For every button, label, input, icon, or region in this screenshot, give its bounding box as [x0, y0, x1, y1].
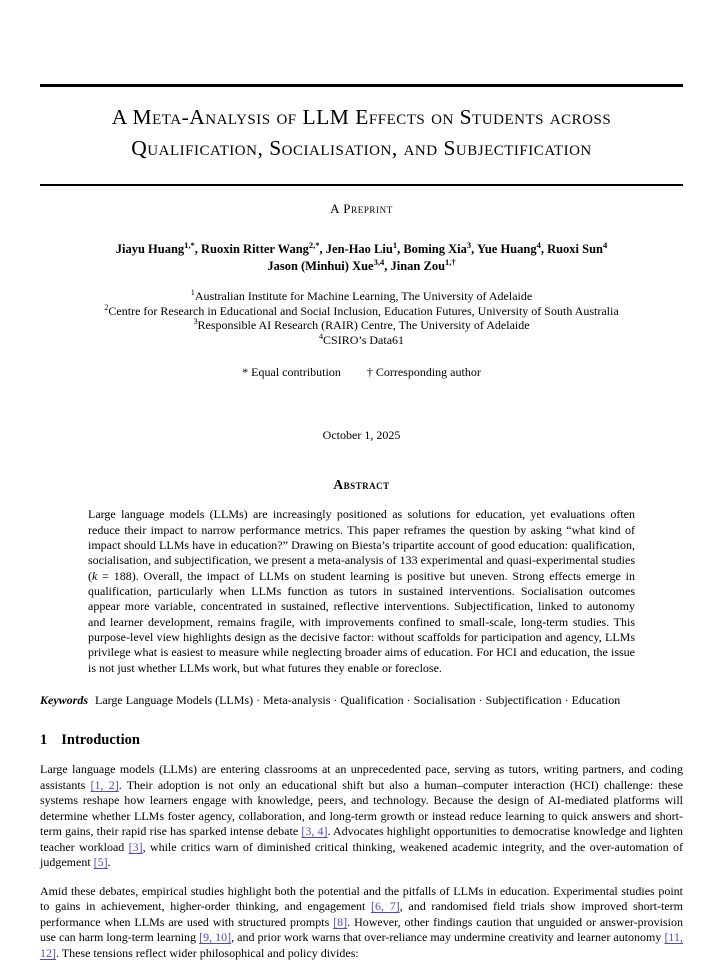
author-affiliation-marker: 1,*	[184, 239, 195, 250]
corresponding-author-note: † Corresponding author	[366, 365, 481, 380]
author-affiliation-marker: 4	[536, 239, 541, 250]
paper-title	[40, 87, 683, 184]
citation-link[interactable]: [1, 2]	[90, 777, 119, 792]
affiliation-list	[40, 289, 683, 347]
citation-link[interactable]: [8]	[333, 914, 348, 929]
citation-link[interactable]: [3]	[128, 839, 143, 854]
intro-paragraph-2: Amid these debates, empirical studies highlight both the potential and the pitfalls of LLMs in education. Experimental studies point to gains in achievement, higher-order thinking, and engagement [6, 7], and randomised field trials show improved short-term performance when LLMs are used with structured prompts [8]. However, other findings caution that unguided or answer-provision use can harm long-term learning [9, 10], and prior work warns that over-reliance may undermine creativity and learner autonomy [11, 12]. These tensions reflect wider philosophical and policy divides:	[40, 883, 684, 960]
contribution-notes	[40, 365, 683, 380]
intro-paragraph-1: Large language models (LLMs) are entering classrooms at an unprecedented pace, serving as tutors, writing partners, and coding assistants [1, 2]. Their adoption is not only an educational shift but also a human–computer interaction (HCI) challenge: these systems reshape how learners engage with knowledge, peers, and technology. Because the design of AI-mediated platforms will determine whether LLMs foster agency, collaboration, and long-term growth or instead reduce learning to quick answers and short-term gains, their rapid rise has sparked intense debate [3, 4]. Advocates highlight opportunities to democratise knowledge and lighten teacher workload [3], while critics warn of diminished critical thinking, weakened academic integrity, and the over-automation of judgement [5].	[40, 762, 683, 870]
section-number: 1	[40, 732, 48, 749]
citation-link[interactable]: [9, 10]	[199, 930, 232, 945]
affiliation-line: $^3$Responsible AI Research (RAIR) Centre, The University of Adelaide	[193, 317, 530, 333]
italic-math-symbol: k	[92, 568, 98, 583]
author-affiliation-marker: 3	[466, 239, 472, 250]
section-heading-introduction	[40, 732, 683, 749]
citation-link[interactable]: [5]	[93, 855, 108, 870]
author-affiliation-marker: 1,†	[445, 256, 456, 267]
author-line-1: Jiayu Huang$^{1,*}$, Ruoxin Ritter Wang$^{2,*}$, Jen-Hao Liu$^1$, Boming Xia$^3$, Yue Huang$^4$, Ruoxi Sun$^4$	[115, 239, 608, 256]
author-affiliation-marker: 3,4	[373, 256, 385, 267]
paper-title-line1: A Meta-Analysis of LLM Effects on Students across	[111, 105, 612, 129]
citation-link[interactable]: [3, 4]	[301, 824, 328, 839]
affiliation-line: $^1$Australian Institute for Machine Learning, The University of Adelaide	[190, 288, 533, 303]
author-block	[40, 241, 683, 275]
title-rule-bottom	[40, 184, 683, 186]
keywords-list: Large Language Models (LLMs) · Meta-analysis · Qualification · Socialisation · Subjectification · Education	[95, 693, 621, 708]
citation-link[interactable]: [6, 7]	[371, 899, 400, 914]
abstract-heading: Abstract	[333, 477, 390, 493]
author-affiliation-marker: 1	[392, 239, 398, 250]
keywords-label: Keywords	[40, 693, 88, 708]
section-title: Introduction	[61, 732, 140, 749]
equal-contribution-note: * Equal contribution	[242, 365, 341, 380]
keywords-line	[40, 693, 683, 708]
paper-title-line2: Qualification, Socialisation, and Subjectification	[131, 136, 592, 160]
abstract-body: Large language models (LLMs) are increasingly positioned as solutions for education, yet evaluations often reduce their impact to narrow performance metrics. This paper reframes the question by asking “what kind of impact should LLMs have in education?” Drawing on Biesta’s tripartite account of good education: qualification, socialisation, and subjectification, we present a meta-analysis of 133 experimental and quasi-experimental studies (k = 188). Overall, the impact of LLMs on student learning is positive but uneven. Strong effects emerge in qualification, particularly when LLMs function as tutors in sustained interventions. Socialisation outcomes appear more variable, concentrated in sustained, reflective interventions. Subjectification, linked to autonomy and learner development, remains fragile, with improvements confined to small-scale, long-term studies. This purpose-level view highlights design as the decisive factor: without scaffolds for participation and agency, LLMs privilege what is easiest to measure while neglecting broader aims of education. For HCI and education, the issue is not just whether LLMs work, but what futures they enable or foreclose.	[88, 507, 635, 675]
preprint-label: A Preprint	[330, 201, 393, 216]
affiliation-line: $^2$Centre for Research in Educational and Social Inclusion, Education Futures, University of South Australia	[104, 302, 619, 318]
citation-link[interactable]: [11, 12]	[40, 930, 683, 960]
author-line-2: Jason (Minhui) Xue$^{3,4}$, Jinan Zou$^{1,\dagger}$	[267, 256, 456, 273]
author-affiliation-marker: 2,*	[308, 239, 320, 250]
publication-date: October 1, 2025	[322, 428, 401, 443]
affiliation-line: $^4$CSIRO’s Data61	[318, 331, 405, 347]
author-affiliation-marker: 4	[603, 239, 608, 250]
